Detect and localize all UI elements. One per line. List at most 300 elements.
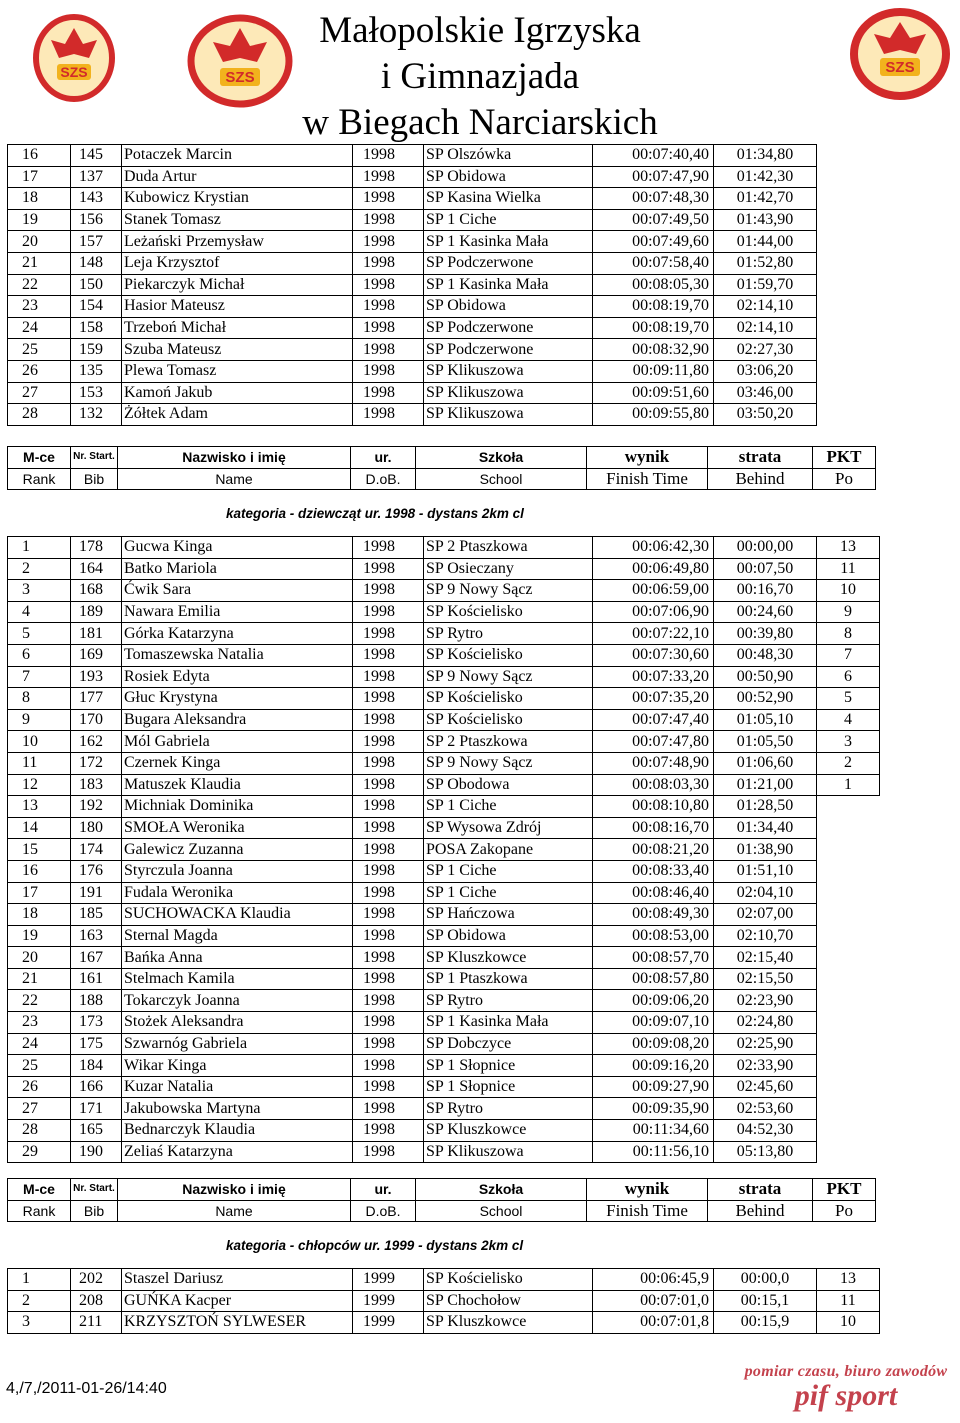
cell-bib: 169 — [71, 644, 122, 666]
hdr-pts-en: Po — [813, 468, 876, 490]
cell-year: 1998 — [353, 925, 424, 947]
cell-time: 00:06:59,00 — [593, 580, 714, 602]
cell-points: 4 — [817, 709, 880, 731]
brand-logo — [736, 1363, 956, 1411]
table-row — [8, 709, 880, 731]
cell-rank: 24 — [8, 317, 71, 339]
cell-time: 00:07:22,10 — [593, 623, 714, 645]
table-row — [8, 166, 880, 188]
hdr-behind: strata — [708, 1179, 813, 1201]
table-row — [8, 688, 880, 710]
cell-bib: 191 — [71, 882, 122, 904]
cell-year: 1998 — [353, 666, 424, 688]
cell-points — [817, 1033, 880, 1055]
cell-school: SP Kluszkowce — [424, 947, 593, 969]
cell-school: SP Obidowa — [424, 296, 593, 318]
hdr-behind: strata — [708, 447, 813, 469]
cell-year: 1998 — [353, 1098, 424, 1120]
hdr-name: Nazwisko i imię — [118, 1179, 351, 1201]
cell-behind: 01:43,90 — [714, 209, 817, 231]
cell-school: SP Kluszkowce — [424, 1312, 593, 1334]
cell-rank: 25 — [8, 1055, 71, 1077]
cell-name: Fudala Weronika — [122, 882, 353, 904]
cell-school: SP 1 Kasinka Mała — [424, 1012, 593, 1034]
table-row — [8, 601, 880, 623]
cell-rank: 17 — [8, 166, 71, 188]
hdr-bib-en: Bib — [71, 468, 118, 490]
cell-behind: 01:34,40 — [714, 817, 817, 839]
cell-school: SP Rytro — [424, 1098, 593, 1120]
cell-school: SP 2 Ptaszkowa — [424, 731, 593, 753]
cell-time: 00:09:07,10 — [593, 1012, 714, 1034]
cell-points — [817, 1055, 880, 1077]
cell-rank: 28 — [8, 1120, 71, 1142]
cell-points — [817, 360, 880, 382]
cell-rank: 25 — [8, 339, 71, 361]
cell-name: Jakubowska Martyna — [122, 1098, 353, 1120]
cell-bib: 181 — [71, 623, 122, 645]
hdr-pts-en: Po — [813, 1200, 876, 1222]
table-row — [8, 296, 880, 318]
table-row — [8, 860, 880, 882]
cell-bib: 175 — [71, 1033, 122, 1055]
cell-time: 00:09:51,60 — [593, 382, 714, 404]
cell-points: 13 — [817, 537, 880, 559]
cell-name: Szwarnóg Gabriela — [122, 1033, 353, 1055]
table-row — [8, 1033, 880, 1055]
table-row — [8, 839, 880, 861]
hdr-time-en: Finish Time — [587, 1200, 708, 1222]
cell-rank: 26 — [8, 360, 71, 382]
cell-rank: 16 — [8, 860, 71, 882]
cell-school: SP Obidowa — [424, 925, 593, 947]
cell-points: 10 — [817, 580, 880, 602]
cell-rank: 3 — [8, 1312, 71, 1334]
cell-bib: 137 — [71, 166, 122, 188]
cell-name: Nawara Emilia — [122, 601, 353, 623]
cell-school: SP 2 Ptaszkowa — [424, 537, 593, 559]
header-table-1 — [7, 446, 876, 490]
cell-rank: 26 — [8, 1076, 71, 1098]
cell-bib: 173 — [71, 1012, 122, 1034]
cell-name: Potaczek Marcin — [122, 145, 353, 167]
cell-rank: 29 — [8, 1141, 71, 1163]
cell-points — [817, 1098, 880, 1120]
cell-name: Gucwa Kinga — [122, 537, 353, 559]
cell-behind: 03:06,20 — [714, 360, 817, 382]
cell-behind: 01:28,50 — [714, 796, 817, 818]
cell-year: 1998 — [353, 252, 424, 274]
cell-year: 1998 — [353, 904, 424, 926]
cell-points — [817, 188, 880, 210]
cell-time: 00:08:19,70 — [593, 317, 714, 339]
cell-bib: 183 — [71, 774, 122, 796]
cell-name: Wikar Kinga — [122, 1055, 353, 1077]
cell-name: Sternal Magda — [122, 925, 353, 947]
cell-rank: 27 — [8, 1098, 71, 1120]
cell-rank: 3 — [8, 580, 71, 602]
cell-bib: 162 — [71, 731, 122, 753]
cell-year: 1998 — [353, 296, 424, 318]
table-row — [8, 731, 880, 753]
cell-year: 1998 — [353, 947, 424, 969]
cell-time: 00:08:32,90 — [593, 339, 714, 361]
cell-name: Kubowicz Krystian — [122, 188, 353, 210]
cell-name: SMOŁA Weronika — [122, 817, 353, 839]
cell-school: SP 9 Nowy Sącz — [424, 580, 593, 602]
table-row — [8, 925, 880, 947]
table-row — [8, 817, 880, 839]
cell-points — [817, 145, 880, 167]
cell-time: 00:08:16,70 — [593, 817, 714, 839]
cell-bib: 190 — [71, 1141, 122, 1163]
cell-school: SP 1 Ciche — [424, 209, 593, 231]
table-row — [8, 796, 880, 818]
cell-rank: 6 — [8, 644, 71, 666]
cell-year: 1999 — [353, 1269, 424, 1291]
cell-time: 00:09:27,90 — [593, 1076, 714, 1098]
cell-points — [817, 990, 880, 1012]
cell-rank: 20 — [8, 231, 71, 253]
cell-behind: 01:52,80 — [714, 252, 817, 274]
cell-behind: 02:24,80 — [714, 1012, 817, 1034]
cell-time: 00:08:05,30 — [593, 274, 714, 296]
cell-behind: 00:07,50 — [714, 558, 817, 580]
cell-school: SP 1 Słopnice — [424, 1076, 593, 1098]
category-label-girls-1998: kategoria - dziewcząt ur. 1998 - dystans 2km cl — [226, 506, 524, 521]
cell-year: 1998 — [353, 731, 424, 753]
cell-year: 1998 — [353, 774, 424, 796]
cell-points — [817, 1120, 880, 1142]
cell-name: SUCHOWACKA Klaudia — [122, 904, 353, 926]
cell-school: SP 1 Kasinka Mała — [424, 231, 593, 253]
cell-time: 00:06:42,30 — [593, 537, 714, 559]
cell-school: SP Kościelisko — [424, 709, 593, 731]
cell-name: Górka Katarzyna — [122, 623, 353, 645]
cell-time: 00:08:19,70 — [593, 296, 714, 318]
cell-time: 00:09:55,80 — [593, 404, 714, 426]
cell-year: 1998 — [353, 317, 424, 339]
cell-school: SP Klikuszowa — [424, 382, 593, 404]
cell-name: Plewa Tomasz — [122, 360, 353, 382]
cell-rank: 7 — [8, 666, 71, 688]
cell-name: Rosiek Edyta — [122, 666, 353, 688]
cell-school: SP Kościelisko — [424, 688, 593, 710]
cell-behind: 00:00,00 — [714, 537, 817, 559]
cell-time: 00:07:30,60 — [593, 644, 714, 666]
cell-points — [817, 882, 880, 904]
cell-rank: 27 — [8, 382, 71, 404]
cell-name: Tomaszewska Natalia — [122, 644, 353, 666]
print-timestamp: 4,/7,/2011-01-26/14:40 — [6, 1380, 167, 1397]
cell-points — [817, 796, 880, 818]
table-row — [8, 145, 880, 167]
cell-year: 1998 — [353, 644, 424, 666]
cell-name: Bugara Aleksandra — [122, 709, 353, 731]
cell-year: 1998 — [353, 339, 424, 361]
cell-rank: 10 — [8, 731, 71, 753]
cell-bib: 202 — [71, 1269, 122, 1291]
cell-rank: 22 — [8, 990, 71, 1012]
cell-name: Hasior Mateusz — [122, 296, 353, 318]
hdr-rank: M-ce — [8, 447, 71, 469]
results-table-3 — [7, 1268, 880, 1334]
svg-text:SZS: SZS — [885, 59, 915, 76]
cell-behind: 02:04,10 — [714, 882, 817, 904]
cell-points — [817, 1141, 880, 1163]
cell-behind: 01:06,60 — [714, 752, 817, 774]
cell-bib: 171 — [71, 1098, 122, 1120]
cell-year: 1998 — [353, 360, 424, 382]
table-row — [8, 990, 880, 1012]
cell-school: SP Rytro — [424, 623, 593, 645]
cell-behind: 01:51,10 — [714, 860, 817, 882]
cell-year: 1998 — [353, 580, 424, 602]
cell-points: 3 — [817, 731, 880, 753]
logo-szs-1 — [33, 14, 115, 102]
cell-bib: 189 — [71, 601, 122, 623]
cell-bib: 158 — [71, 317, 122, 339]
cell-points: 7 — [817, 644, 880, 666]
table-row — [8, 382, 880, 404]
cell-name: Styrczula Joanna — [122, 860, 353, 882]
table-row — [8, 252, 880, 274]
cell-rank: 23 — [8, 296, 71, 318]
cell-rank: 21 — [8, 252, 71, 274]
table-row — [8, 1120, 880, 1142]
cell-behind: 02:45,60 — [714, 1076, 817, 1098]
cell-points — [817, 317, 880, 339]
cell-time: 00:07:47,90 — [593, 166, 714, 188]
cell-rank: 16 — [8, 145, 71, 167]
cell-name: Zeliaś Katarzyna — [122, 1141, 353, 1163]
header-table-2 — [7, 1178, 876, 1222]
cell-behind: 01:05,10 — [714, 709, 817, 731]
cell-behind: 02:27,30 — [714, 339, 817, 361]
cell-bib: 135 — [71, 360, 122, 382]
cell-year: 1998 — [353, 968, 424, 990]
cell-name: Leżański Przemysław — [122, 231, 353, 253]
table-row — [8, 580, 880, 602]
cell-year: 1998 — [353, 752, 424, 774]
table-row — [8, 1076, 880, 1098]
cell-school: SP Osieczany — [424, 558, 593, 580]
table-row — [8, 360, 880, 382]
table-row — [8, 537, 880, 559]
cell-year: 1998 — [353, 1076, 424, 1098]
cell-name: Stanek Tomasz — [122, 209, 353, 231]
cell-rank: 23 — [8, 1012, 71, 1034]
cell-time: 00:08:46,40 — [593, 882, 714, 904]
cell-rank: 19 — [8, 209, 71, 231]
cell-time: 00:08:33,40 — [593, 860, 714, 882]
cell-time: 00:07:06,90 — [593, 601, 714, 623]
cell-school: SP 1 Słopnice — [424, 1055, 593, 1077]
cell-bib: 132 — [71, 404, 122, 426]
cell-school: SP 1 Ciche — [424, 860, 593, 882]
cell-points: 6 — [817, 666, 880, 688]
cell-rank: 20 — [8, 947, 71, 969]
cell-year: 1998 — [353, 145, 424, 167]
cell-behind: 01:34,80 — [714, 145, 817, 167]
cell-school: SP Kasina Wielka — [424, 188, 593, 210]
cell-name: Trzeboń Michał — [122, 317, 353, 339]
cell-year: 1999 — [353, 1290, 424, 1312]
cell-year: 1998 — [353, 382, 424, 404]
cell-school: SP Podczerwone — [424, 317, 593, 339]
cell-rank: 17 — [8, 882, 71, 904]
cell-behind: 01:38,90 — [714, 839, 817, 861]
table-row — [8, 1269, 880, 1291]
cell-behind: 02:25,90 — [714, 1033, 817, 1055]
cell-points: 1 — [817, 774, 880, 796]
cell-school: SP Podczerwone — [424, 339, 593, 361]
cell-year: 1998 — [353, 188, 424, 210]
cell-school: SP Rytro — [424, 990, 593, 1012]
cell-name: Staszel Dariusz — [122, 1269, 353, 1291]
cell-school: SP Obidowa — [424, 166, 593, 188]
cell-rank: 1 — [8, 537, 71, 559]
cell-name: GUŃKA Kacper — [122, 1290, 353, 1312]
cell-bib: 185 — [71, 904, 122, 926]
cell-points — [817, 968, 880, 990]
cell-points — [817, 252, 880, 274]
hdr-pts: PKT — [813, 1179, 876, 1201]
cell-name: Matuszek Klaudia — [122, 774, 353, 796]
cell-bib: 145 — [71, 145, 122, 167]
table-row — [8, 339, 880, 361]
cell-school: SP Klikuszowa — [424, 404, 593, 426]
cell-bib: 167 — [71, 947, 122, 969]
cell-name: Stożek Aleksandra — [122, 1012, 353, 1034]
table-row — [8, 558, 880, 580]
cell-name: Tokarczyk Joanna — [122, 990, 353, 1012]
cell-points — [817, 209, 880, 231]
hdr-bib: Nr. Start. — [71, 1179, 118, 1201]
table-row — [8, 882, 880, 904]
cell-behind: 02:07,00 — [714, 904, 817, 926]
cell-points: 13 — [817, 1269, 880, 1291]
cell-rank: 4 — [8, 601, 71, 623]
cell-school: SP Klikuszowa — [424, 1141, 593, 1163]
table-row — [8, 274, 880, 296]
cell-name: Bednarczyk Klaudia — [122, 1120, 353, 1142]
cell-rank: 2 — [8, 558, 71, 580]
cell-points: 9 — [817, 601, 880, 623]
cell-year: 1998 — [353, 274, 424, 296]
cell-school: SP 9 Nowy Sącz — [424, 752, 593, 774]
cell-time: 00:09:06,20 — [593, 990, 714, 1012]
hdr-time: wynik — [587, 1179, 708, 1201]
cell-points — [817, 839, 880, 861]
cell-behind: 00:15,1 — [714, 1290, 817, 1312]
cell-year: 1998 — [353, 209, 424, 231]
cell-year: 1998 — [353, 839, 424, 861]
cell-behind: 00:50,90 — [714, 666, 817, 688]
cell-points — [817, 274, 880, 296]
cell-year: 1998 — [353, 817, 424, 839]
cell-behind: 02:10,70 — [714, 925, 817, 947]
cell-school: SP Dobczyce — [424, 1033, 593, 1055]
cell-behind: 02:15,50 — [714, 968, 817, 990]
table-row — [8, 1141, 880, 1163]
cell-year: 1998 — [353, 860, 424, 882]
cell-rank: 18 — [8, 904, 71, 926]
cell-time: 00:07:01,8 — [593, 1312, 714, 1334]
cell-time: 00:06:45,9 — [593, 1269, 714, 1291]
cell-time: 00:09:11,80 — [593, 360, 714, 382]
table-row — [8, 317, 880, 339]
table-row — [8, 947, 880, 969]
cell-points — [817, 339, 880, 361]
cell-bib: 143 — [71, 188, 122, 210]
cell-time: 00:11:34,60 — [593, 1120, 714, 1142]
cell-rank: 9 — [8, 709, 71, 731]
cell-year: 1998 — [353, 558, 424, 580]
cell-name: Duda Artur — [122, 166, 353, 188]
cell-behind: 02:33,90 — [714, 1055, 817, 1077]
cell-time: 00:07:47,80 — [593, 731, 714, 753]
cell-behind: 00:16,70 — [714, 580, 817, 602]
cell-bib: 176 — [71, 860, 122, 882]
hdr-bib: Nr. Start. — [71, 447, 118, 469]
results-table-1 — [7, 144, 880, 426]
cell-points — [817, 166, 880, 188]
hdr-name-en: Name — [118, 1200, 351, 1222]
cell-year: 1998 — [353, 1055, 424, 1077]
cell-points — [817, 382, 880, 404]
cell-behind: 00:39,80 — [714, 623, 817, 645]
hdr-school: Szkoła — [416, 447, 587, 469]
hdr-rank-en: Rank — [8, 468, 71, 490]
cell-school: SP Kościelisko — [424, 601, 593, 623]
cell-rank: 22 — [8, 274, 71, 296]
cell-behind: 00:52,90 — [714, 688, 817, 710]
cell-year: 1998 — [353, 231, 424, 253]
cell-year: 1998 — [353, 1012, 424, 1034]
cell-points — [817, 1076, 880, 1098]
cell-points — [817, 925, 880, 947]
cell-behind: 02:14,10 — [714, 296, 817, 318]
cell-name: Kamoń Jakub — [122, 382, 353, 404]
cell-name: Czernek Kinga — [122, 752, 353, 774]
hdr-school-en: School — [416, 1200, 587, 1222]
cell-school: POSA Zakopane — [424, 839, 593, 861]
cell-behind: 01:42,70 — [714, 188, 817, 210]
table-row — [8, 1312, 880, 1334]
hdr-school-en: School — [416, 468, 587, 490]
cell-behind: 02:14,10 — [714, 317, 817, 339]
cell-rank: 15 — [8, 839, 71, 861]
cell-year: 1998 — [353, 404, 424, 426]
cell-points: 11 — [817, 558, 880, 580]
cell-rank: 5 — [8, 623, 71, 645]
cell-time: 00:11:56,10 — [593, 1141, 714, 1163]
cell-time: 00:07:40,40 — [593, 145, 714, 167]
cell-time: 00:08:57,80 — [593, 968, 714, 990]
cell-bib: 159 — [71, 339, 122, 361]
cell-time: 00:07:49,60 — [593, 231, 714, 253]
cell-bib: 150 — [71, 274, 122, 296]
cell-name: Głuc Krystyna — [122, 688, 353, 710]
title-line-3: w Biegach Narciarskich — [302, 102, 658, 143]
cell-behind: 01:21,00 — [714, 774, 817, 796]
cell-points — [817, 860, 880, 882]
cell-time: 00:09:08,20 — [593, 1033, 714, 1055]
cell-year: 1998 — [353, 796, 424, 818]
table-row — [8, 666, 880, 688]
hdr-pts: PKT — [813, 447, 876, 469]
